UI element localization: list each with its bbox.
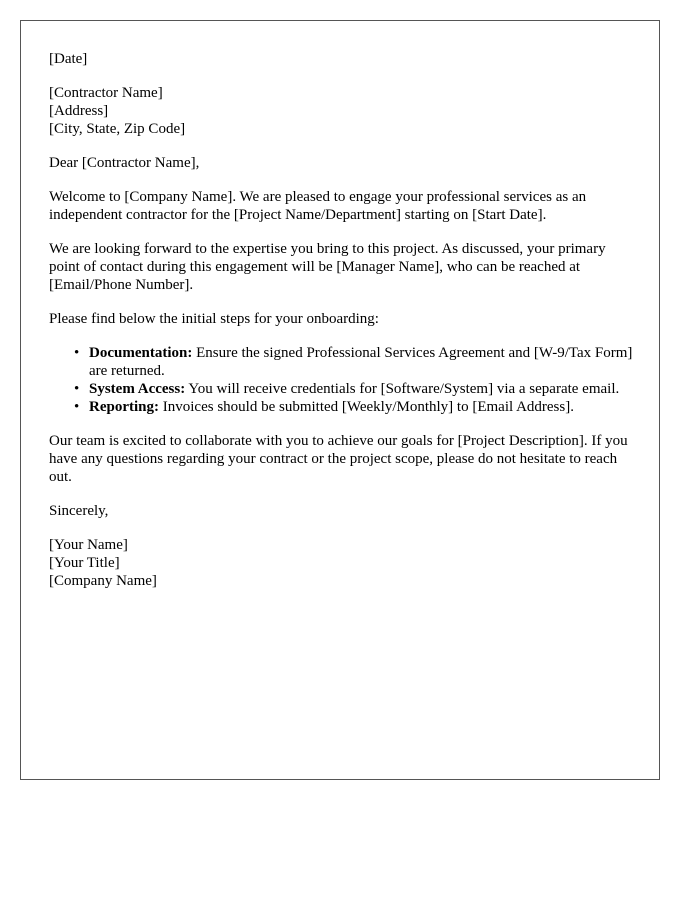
letter-page [20,20,660,780]
onboarding-steps-list [49,344,634,416]
step-text: You will receive credentials for [Software/System] via a separate email. [185,381,620,397]
step-label: System Access: [89,381,186,397]
step-text: Ensure the signed Professional Services Agreement and [W-9/Tax Form] are returned. [89,345,633,379]
signature-title: [Your Title] [49,555,120,571]
letter-date: [Date] [49,51,88,67]
recipient-block [49,84,634,138]
paragraph-contact: We are looking forward to the expertise you bring to this project. As discussed, your primary point of contact during this engagement will be [Manager Name], who can be reached at [Email/Phone Number]. [49,241,606,293]
step-text: Invoices should be submitted [Weekly/Monthly] to [Email Address]. [159,399,574,415]
step-label: Reporting: [89,399,159,415]
bullet-icon: • [74,381,80,397]
signature-block [49,536,634,590]
list-item [74,398,634,416]
bullet-icon: • [74,345,80,361]
list-item [74,380,634,398]
recipient-name: [Contractor Name] [49,85,163,101]
paragraph-steps-intro: Please find below the initial steps for your onboarding: [49,311,379,327]
recipient-address: [Address] [49,103,109,119]
signature-name: [Your Name] [49,537,128,553]
bullet-icon: • [74,399,80,415]
signature-company: [Company Name] [49,573,157,589]
step-label: Documentation: [89,345,193,361]
paragraph-welcome: Welcome to [Company Name]. We are pleased to engage your professional services as an independent contractor for the [Project Name/Department] starting on [Start Date]. [49,189,587,223]
recipient-city-state-zip: [City, State, Zip Code] [49,121,186,137]
sign-off: Sincerely, [49,503,109,519]
letter-content [49,50,634,606]
salutation: Dear [Contractor Name], [49,155,200,171]
paragraph-closing: Our team is excited to collaborate with you to achieve our goals for [Project Description]. If you have any questions regarding your contract or the project scope, please do not hesitate to reach out. [49,433,628,485]
list-item [74,344,634,380]
